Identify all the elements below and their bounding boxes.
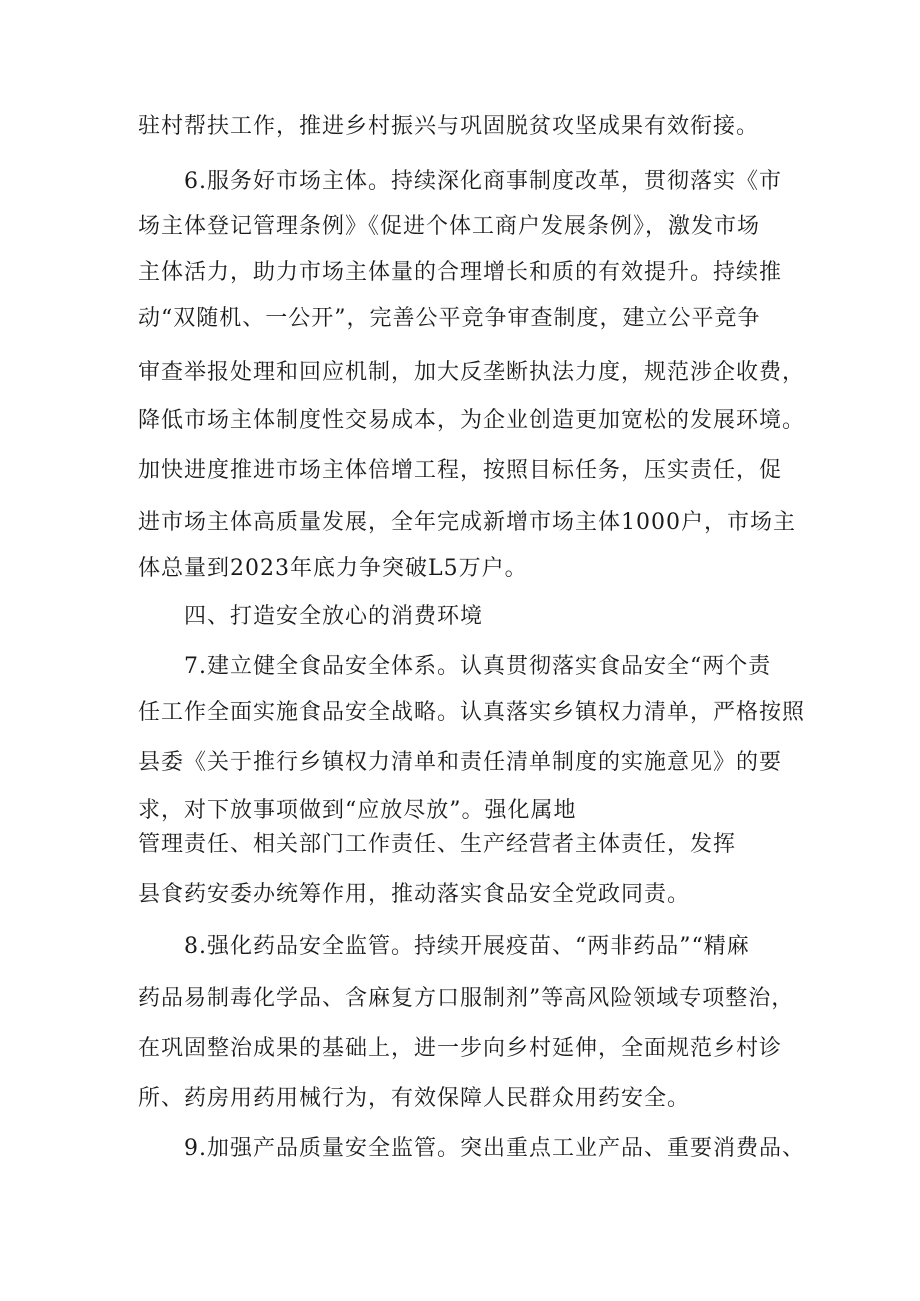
paragraph-line: 管理责任、相关部门工作责任、生产经营者主体责任，发挥: [138, 832, 737, 857]
section-heading: 四、打造安全放心的消费环境: [184, 604, 484, 629]
paragraph-line: 驻村帮扶工作，推进乡村振兴与巩固脱贫攻坚成果有效衔接。: [138, 114, 760, 139]
paragraph-line: 6.服务好市场主体。持续深化商事制度改革，贯彻落实《市: [184, 169, 782, 194]
paragraph-line: 体总量到2023年底力争突破L5万户。: [138, 556, 528, 581]
paragraph-line: 7.建立健全食品安全体系。认真贯彻落实食品安全“两个责: [184, 654, 772, 679]
paragraph-line: 县食药安委办统筹作用，推动落实食品安全党政同责。: [138, 882, 691, 907]
paragraph-line: 所、药房用药用械行为，有效保障人民群众用药安全。: [138, 1086, 691, 1111]
paragraph-line: 场主体登记管理条例》《促进个体工商户发展条例》，激发市场: [138, 214, 761, 239]
paragraph-line: 县委《关于推行乡镇权力清单和责任清单制度的实施意见》的要: [138, 750, 783, 775]
paragraph-line: 9.加强产品质量安全监管。突出重点工业产品、重要消费品、: [184, 1136, 805, 1161]
paragraph-line: 审查举报处理和回应机制，加大反垄断执法力度，规范涉企收费，: [138, 360, 806, 385]
paragraph-line: 任工作全面实施食品安全战略。认真落实乡镇权力清单，严格按照: [138, 700, 806, 725]
paragraph-line: 药品易制毒化学品、含麻复方口服制剂”等高风险领域专项整治，: [138, 986, 795, 1011]
paragraph-line: 求，对下放事项做到“应放尽放”。强化属地: [138, 798, 577, 823]
paragraph-line: 降低市场主体制度性交易成本，为企业创造更加宽松的发展环境。: [138, 408, 806, 433]
paragraph-line: 在巩固整治成果的基础上，进一步向乡村延伸，全面规范乡村诊: [138, 1036, 783, 1061]
paragraph-line: 加快进度推进市场主体倍增工程，按照目标任务，压实责任，促: [138, 458, 783, 483]
paragraph-line: 动“双随机、一公开”，完善公平竞争审查制度，建立公平竞争: [138, 306, 761, 331]
paragraph-line: 主体活力，助力市场主体量的合理增长和质的有效提升。持续推: [138, 260, 783, 285]
paragraph-line: 8.强化药品安全监管。持续开展疫苗、“两非药品”“精麻: [184, 934, 750, 959]
paragraph-line: 进市场主体高质量发展，全年完成新增市场主体1000户，市场主: [138, 510, 796, 535]
